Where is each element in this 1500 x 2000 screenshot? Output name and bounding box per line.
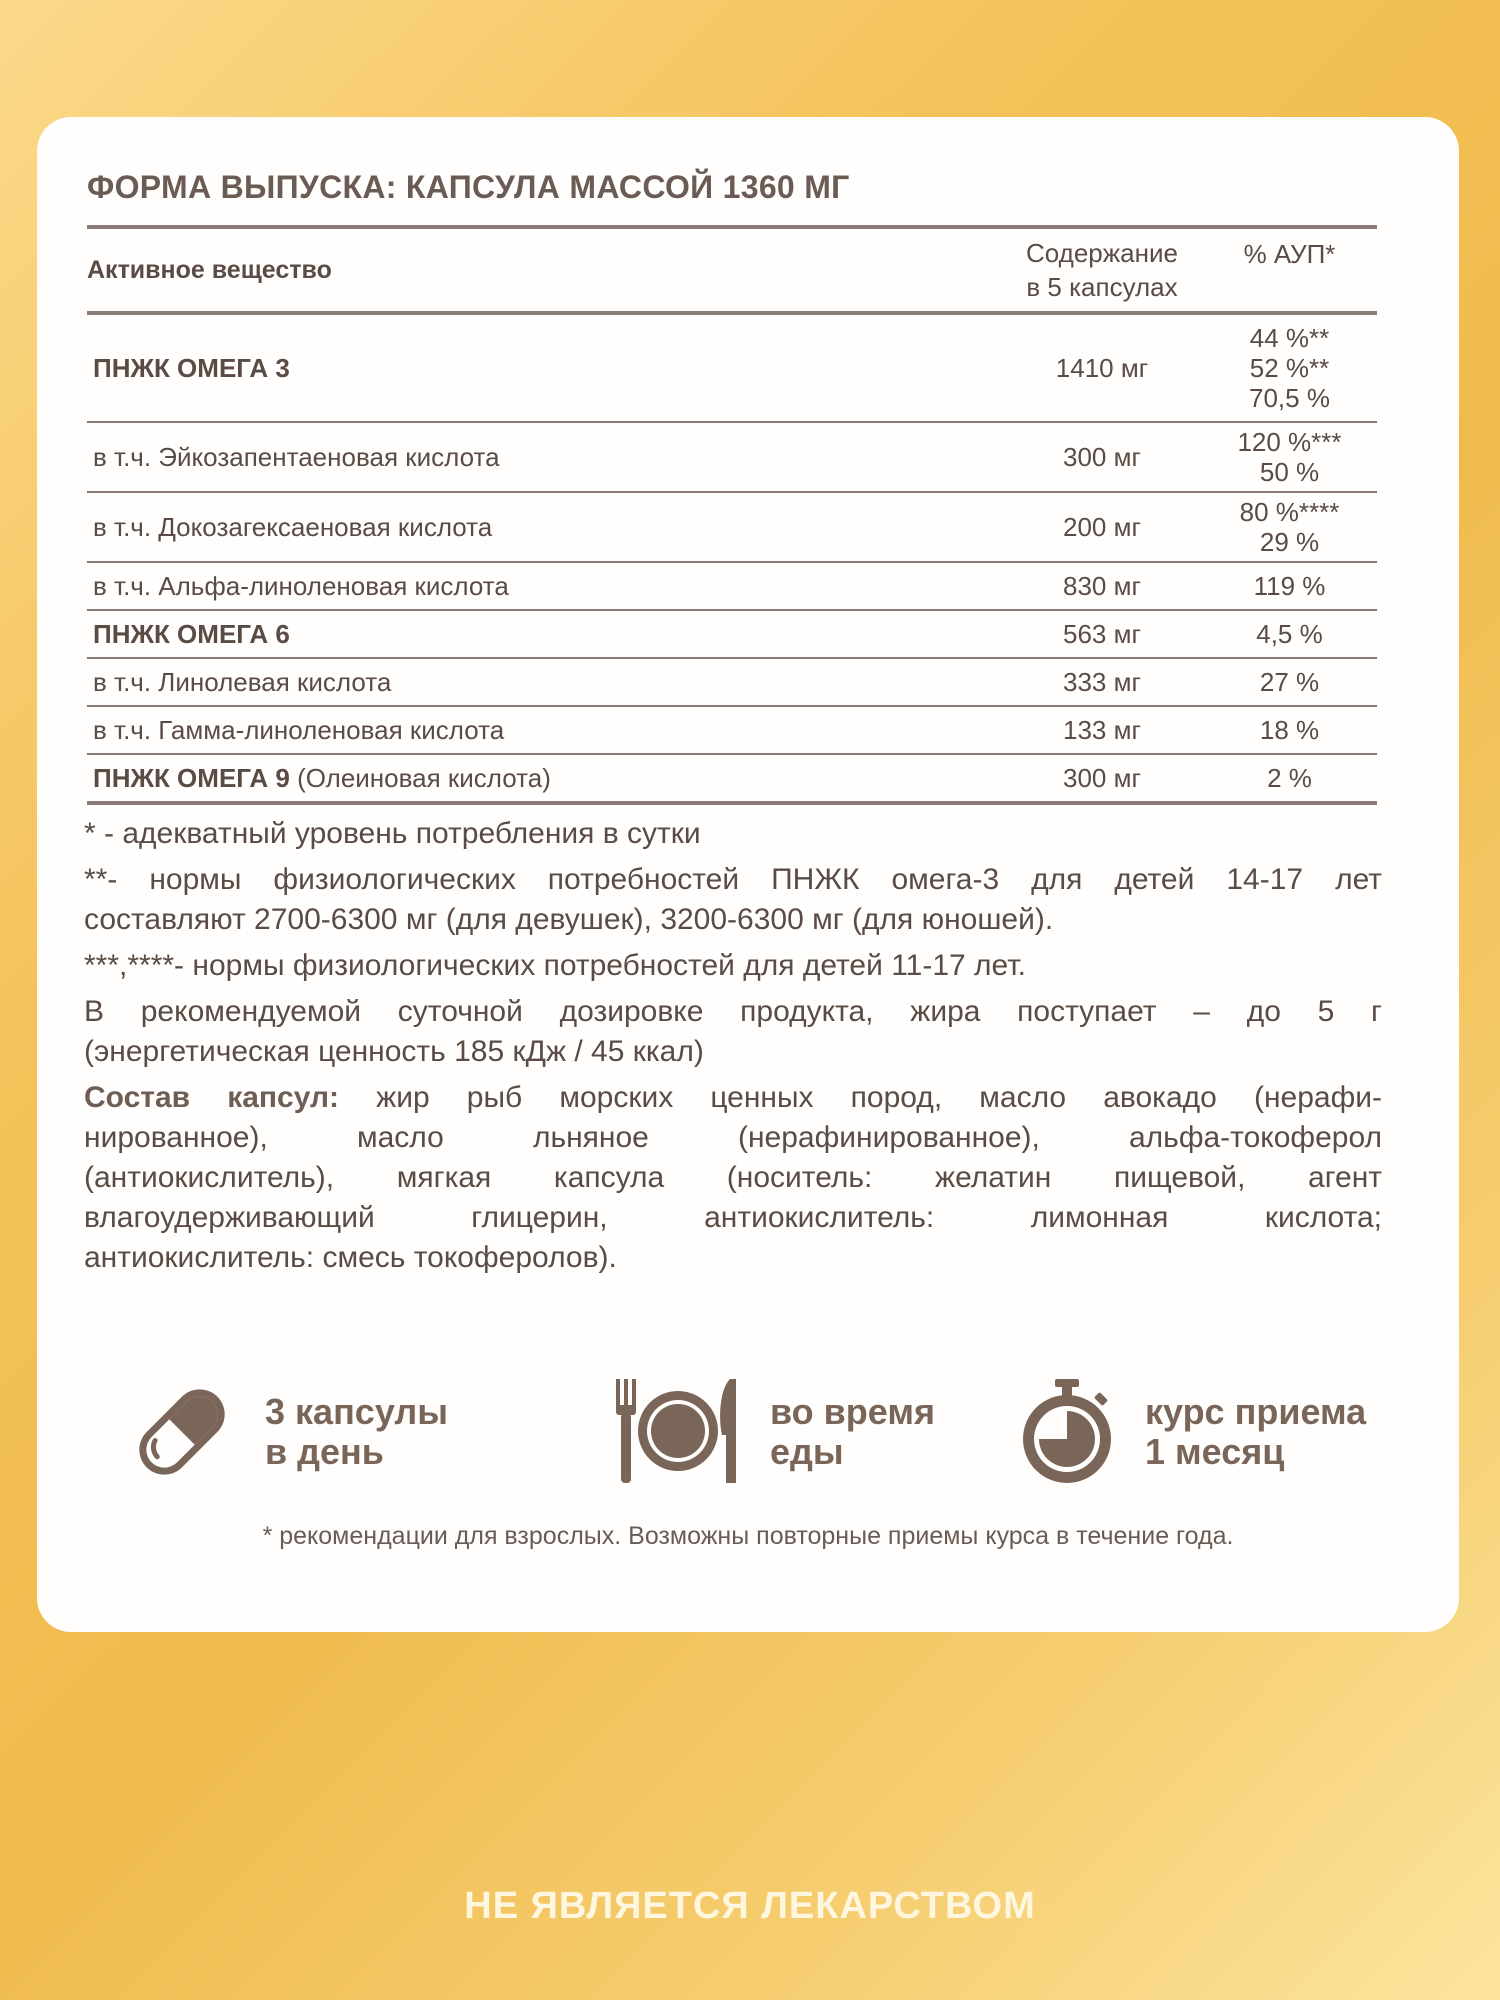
row-substance: в т.ч. Докозагексаеновая кислота — [93, 511, 493, 542]
feature-meal-label: во время еды — [770, 1391, 935, 1472]
row-amount: 830 мг — [1063, 570, 1141, 601]
feature-capsules — [127, 1377, 448, 1487]
not-medicine-label: НЕ ЯВЛЯЕТСЯ ЛЕКАРСТВОМ — [464, 1885, 1036, 1927]
table-row — [87, 755, 1377, 801]
row-aup: 120 %*** 50 % — [1237, 427, 1342, 487]
page-title: ФОРМА ВЫПУСКА: КАПСУЛА МАССОЙ 1360 МГ — [87, 169, 850, 205]
row-substance: в т.ч. Гамма-линоленовая кислота — [93, 714, 505, 745]
row-aup: 2 % — [1267, 763, 1312, 793]
composition-line-1: Состав капсул: жир рыб морских ценных пород, масло авокадо (нерафи- — [84, 1081, 1382, 1114]
row-amount: 1410 мг — [1055, 352, 1149, 383]
row-substance: в т.ч. Альфа-линоленовая кислота — [93, 570, 509, 601]
table-body — [87, 315, 1377, 805]
table-row — [87, 423, 1377, 491]
row-amount: 333 мг — [1063, 666, 1141, 697]
note-adequate: * - адекватный уровень потребления в сутки — [84, 817, 701, 850]
composition-label: Состав капсул: — [84, 1081, 340, 1114]
note-children-norms: ***,****- нормы физиологических потребностей для детей 11-17 лет. — [84, 949, 1026, 982]
header-substance: Активное вещество — [87, 255, 332, 284]
row-substance: в т.ч. Линолевая кислота — [93, 666, 392, 697]
table-row — [87, 707, 1377, 753]
row-substance: ПНЖК ОМЕГА 6 — [93, 618, 290, 649]
feature-capsules-label: 3 капсулы в день — [265, 1391, 448, 1472]
row-aup: 44 %** 52 %** 70,5 % — [1249, 323, 1330, 413]
notes — [84, 814, 1382, 1278]
dosage-features — [127, 1377, 1387, 1497]
row-amount: 300 мг — [1063, 762, 1141, 793]
table-header — [87, 229, 1377, 311]
note-omega3-norms-1: **- нормы физиологических потребностей ПНЖК омега-3 для детей 14-17 лет — [84, 863, 1382, 896]
header-content: Содержание в 5 капсулах — [1026, 238, 1178, 302]
composition-line-3: (антиокислитель), мягкая капсула (носитель: желатин пищевой, агент — [84, 1161, 1382, 1194]
row-aup: 4,5 % — [1256, 619, 1323, 649]
table-row — [87, 493, 1377, 561]
header-aup: % АУП* — [1243, 239, 1336, 269]
composition-line-4: влагоудерживающий глицерин, антиокислитель: лимонная кислота; — [84, 1201, 1382, 1234]
row-amount: 563 мг — [1063, 618, 1141, 649]
capsule-icon — [127, 1377, 237, 1487]
plate-cutlery-icon — [612, 1377, 742, 1487]
row-aup: 27 % — [1259, 667, 1320, 697]
table-row — [87, 563, 1377, 609]
feature-course-label: курс приема 1 месяц — [1145, 1391, 1367, 1472]
note-omega3-norms-2: составляют 2700-6300 мг (для девушек), 3200-6300 мг (для юношей). — [84, 903, 1054, 936]
row-aup: 18 % — [1259, 715, 1320, 745]
table-row — [87, 611, 1377, 657]
note-fat-intake-1: В рекомендуемой суточной дозировке продукта, жира поступает – до 5 г — [84, 995, 1382, 1028]
composition-line-2: нированное), масло льняное (нерафинированное), альфа-токоферол — [84, 1121, 1382, 1154]
table-row — [87, 659, 1377, 705]
composition-line-5: антиокислитель: смесь токоферолов). — [84, 1241, 617, 1274]
recommendation-footnote: * рекомендации для взрослых. Возможны повторные приемы курса в течение года. — [262, 1522, 1234, 1550]
row-substance: ПНЖК ОМЕГА 3 — [93, 352, 290, 383]
note-fat-intake-2: (энергетическая ценность 185 кДж / 45 ккал) — [84, 1035, 704, 1068]
row-amount: 133 мг — [1063, 714, 1141, 745]
stopwatch-icon — [1017, 1377, 1117, 1487]
table-row — [87, 315, 1377, 421]
row-amount: 300 мг — [1063, 441, 1141, 472]
row-substance: ПНЖК ОМЕГА 9 (Олеиновая кислота) — [93, 762, 551, 793]
info-card — [37, 117, 1459, 1632]
row-divider — [87, 801, 1377, 805]
row-aup: 80 %**** 29 % — [1239, 497, 1340, 557]
composition-table — [87, 225, 1377, 805]
feature-meal — [612, 1377, 935, 1487]
row-substance: в т.ч. Эйкозапентаеновая кислота — [93, 441, 500, 472]
row-aup: 119 % — [1253, 571, 1326, 601]
row-amount: 200 мг — [1063, 511, 1141, 542]
feature-course — [1017, 1377, 1366, 1487]
